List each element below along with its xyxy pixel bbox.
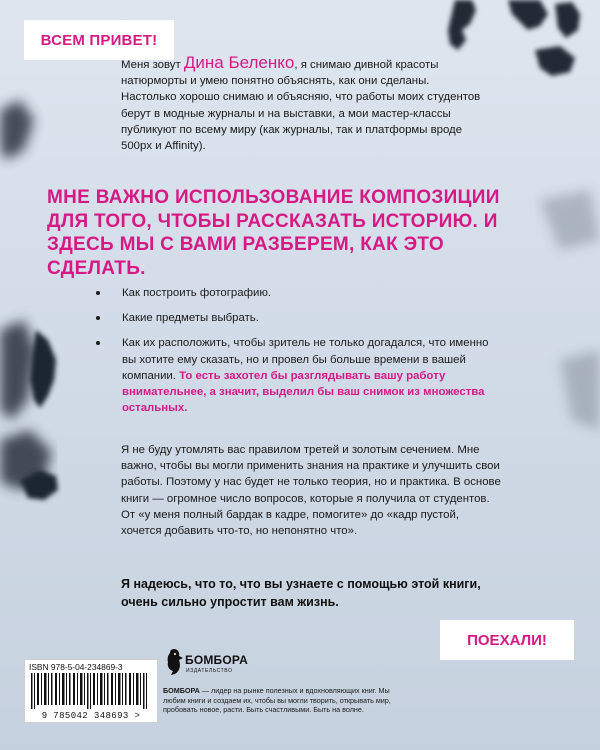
intro-paragraph (121, 55, 483, 154)
publisher-tagline: — лидер на рынке полезных и вдохновляющих книг. Мы любим книги и создаем их, чтобы вы могли творить, открывать мир, пробовать новое, расти. Быть счастливыми. Быть на волне. (163, 686, 391, 715)
barcode-icon (31, 673, 151, 709)
logo-name: БОМБОРА (185, 653, 248, 667)
bullet-text: Какие предметы выбрать. (122, 312, 259, 325)
bomb-bird-logo-icon (163, 647, 185, 677)
bullet-list (92, 285, 502, 425)
isbn-label: ISBN 978-5-04-234869-3 (29, 662, 123, 672)
headline: МНЕ ВАЖНО ИСПОЛЬЗОВАНИЕ КОМПОЗИЦИИ ДЛЯ ТОГО, ЧТОБЫ РАССКАЗАТЬ ИСТОРИЮ. И ЗДЕСЬ МЫ С ВАМИ РАЗБЕРЕМ, КАК ЭТО СДЕЛАТЬ. (47, 187, 500, 279)
intro-prefix: Меня зовут (121, 59, 184, 71)
bullet-text: Как построить фотографию. (122, 287, 272, 299)
conclusion-text: Я надеюсь, что то, что вы узнаете с помощью этой книги, очень сильно упростит вам жизнь. (121, 577, 481, 609)
publisher-brand: БОМБОРА (163, 686, 200, 695)
publisher-text (163, 686, 413, 715)
bullet-dot-icon (96, 341, 100, 345)
list-item (92, 335, 502, 416)
logo-subtitle: ИЗДАТЕЛЬСТВО (186, 668, 233, 674)
bullet-dot-icon (96, 316, 100, 320)
body-paragraph: Я не буду утомлять вас правилом третей и золотым сечением. Мне важно, чтобы вы могли применить знания на практике и улучшить свои работы. Поэтому у нас будет не только теория, но и практика. В основе книги — огромное число вопросов, которые я получила от студентов. От «у меня полный бардак в кадре, помогите» до «кадр пустой, хочется добавить что-то, но непонятно что». (121, 444, 501, 538)
go-badge (440, 620, 574, 660)
greeting-badge (24, 20, 174, 60)
go-title: ПОЕХАЛИ! (467, 631, 547, 649)
list-item (92, 310, 502, 326)
ean-digits: 9 785042 348693 > (41, 711, 141, 721)
bullet-dot-icon (96, 291, 100, 295)
bullet-text: Как их расположить, чтобы зритель не только догадался, что именно вы хотите ему сказать, но и провел бы больше времени в вашей компании. (122, 337, 489, 382)
publisher-logo (163, 639, 303, 681)
intro-text: , я снимаю дивной красоты натюрморты и умею понятно объяснять, как они сделаны. Настолько хорошо снимаю и объясняю, что работы моих студентов берут в модные журналы и на выставки, а мои мастер-классы публикуют по всему миру (как журналы, так и платформы вроде 500px и Affinity). (121, 59, 481, 153)
list-item (92, 285, 502, 301)
barcode-box (24, 659, 158, 723)
bullet-highlight: То есть захотел бы разглядывать вашу работу внимательнее, а значит, выделил бы ваш снимок из множества остальных. (122, 369, 485, 415)
author-name: Дина Беленко (183, 53, 295, 72)
greeting-title: ВСЕМ ПРИВЕТ! (40, 31, 158, 49)
